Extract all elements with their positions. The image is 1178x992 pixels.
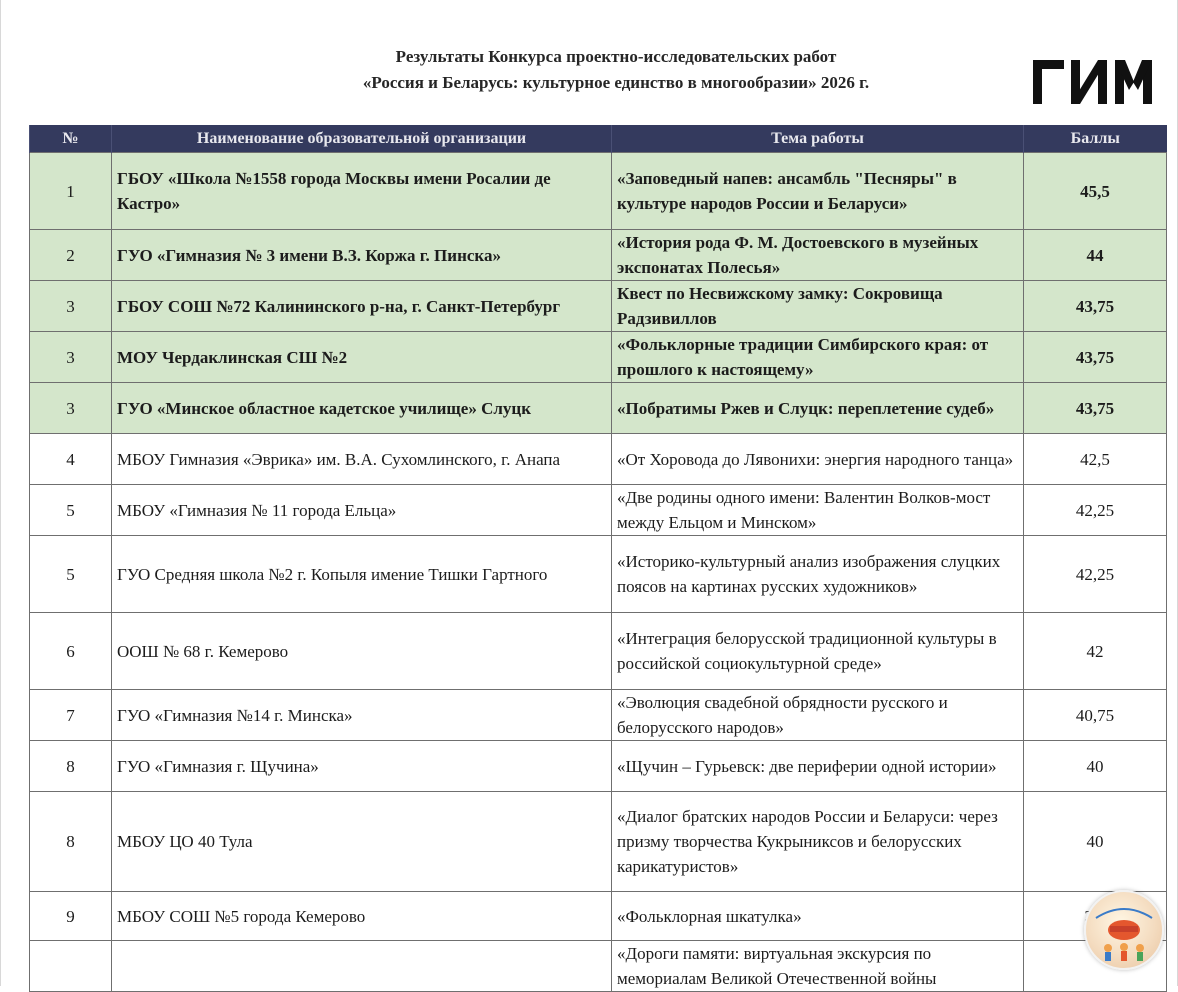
cell-number: 8 <box>30 792 112 892</box>
cell-topic: «От Хоровода до Лявонихи: энергия народного танца» <box>612 434 1024 485</box>
cell-score: 42,25 <box>1024 536 1167 613</box>
table-row <box>30 332 1167 383</box>
cell-number: 9 <box>30 892 112 941</box>
cell-organization: МБОУ СОШ №5 города Кемерово <box>112 892 612 941</box>
cell-topic: «Диалог братских народов России и Беларуси: через призму творчества Кукрыниксов и белорусских карикатуристов» <box>612 792 1024 892</box>
cell-topic: «Эволюция свадебной обрядности русского и белорусского народов» <box>612 690 1024 741</box>
column-header-number: № <box>30 125 112 153</box>
cell-organization: МБОУ ЦО 40 Тула <box>112 792 612 892</box>
table-row <box>30 892 1167 941</box>
cell-topic: Квест по Несвижскому замку: Сокровища Радзивиллов <box>612 281 1024 332</box>
cell-score: 44 <box>1024 230 1167 281</box>
cell-organization <box>112 941 612 992</box>
cell-number <box>30 941 112 992</box>
table-header-row <box>30 125 1167 153</box>
table-row <box>30 230 1167 281</box>
cell-number: 3 <box>30 332 112 383</box>
column-header-score: Баллы <box>1024 125 1167 153</box>
cell-topic: «Интеграция белорусской традиционной культуры в российской социокультурной среде» <box>612 613 1024 690</box>
cell-number: 3 <box>30 383 112 434</box>
column-header-topic: Тема работы <box>612 125 1024 153</box>
cell-topic: «История рода Ф. М. Достоевского в музейных экспонатах Полесья» <box>612 230 1024 281</box>
cell-score: 40,75 <box>1024 690 1167 741</box>
cell-number: 7 <box>30 690 112 741</box>
cell-organization: ГУО «Гимназия №14 г. Минска» <box>112 690 612 741</box>
cell-organization: МБОУ Гимназия «Эврика» им. В.А. Сухомлинского, г. Анапа <box>112 434 612 485</box>
cell-score: 40 <box>1024 741 1167 792</box>
table-row <box>30 690 1167 741</box>
cell-score: 43,75 <box>1024 383 1167 434</box>
cell-number: 8 <box>30 741 112 792</box>
table-row <box>30 613 1167 690</box>
children-club-sticker-icon <box>1084 890 1164 970</box>
cell-topic: «Дороги памяти: виртуальная экскурсия по мемориалам Великой Отечественной войны <box>612 941 1024 992</box>
table-row <box>30 741 1167 792</box>
cell-score: 42,5 <box>1024 434 1167 485</box>
cell-organization: МБОУ «Гимназия № 11 города Ельца» <box>112 485 612 536</box>
cell-number: 5 <box>30 485 112 536</box>
table-row <box>30 941 1167 992</box>
cell-number: 3 <box>30 281 112 332</box>
table-row <box>30 792 1167 892</box>
cell-organization: ГУО Средняя школа №2 г. Копыля имение Тишки Гартного <box>112 536 612 613</box>
cell-topic: «Фольклорные традиции Симбирского края: от прошлого к настоящему» <box>612 332 1024 383</box>
cell-organization: МОУ Чердаклинская СШ №2 <box>112 332 612 383</box>
cell-score: 42,25 <box>1024 485 1167 536</box>
cell-score: 45,5 <box>1024 153 1167 230</box>
cell-score: 42 <box>1024 613 1167 690</box>
cell-score: 43,75 <box>1024 281 1167 332</box>
museum-logo-svg <box>1031 54 1155 108</box>
page-title <box>201 44 1031 96</box>
cell-number: 2 <box>30 230 112 281</box>
page-title-line-1: Результаты Конкурса проектно-исследовательских работ <box>395 47 837 66</box>
cell-topic: «Историко-культурный анализ изображения слуцких поясов на картинах русских художников» <box>612 536 1024 613</box>
cell-number: 6 <box>30 613 112 690</box>
table-row <box>30 485 1167 536</box>
results-table <box>29 125 1167 992</box>
cell-organization: ГУО «Минское областное кадетское училище» Слуцк <box>112 383 612 434</box>
table-row <box>30 434 1167 485</box>
table-row <box>30 536 1167 613</box>
cell-topic: «Две родины одного имени: Валентин Волков-мост между Ельцом и Минском» <box>612 485 1024 536</box>
cell-topic: «Щучин – Гурьевск: две периферии одной истории» <box>612 741 1024 792</box>
cell-topic: «Фольклорная шкатулка» <box>612 892 1024 941</box>
cell-organization: ГУО «Гимназия № 3 имени В.З. Коржа г. Пинска» <box>112 230 612 281</box>
cell-organization: ГБОУ СОШ №72 Калининского р-на, г. Санкт-Петербург <box>112 281 612 332</box>
sticker-art <box>1086 892 1162 968</box>
cell-organization: ГУО «Гимназия г. Щучина» <box>112 741 612 792</box>
table-row <box>30 153 1167 230</box>
cell-score: 43,75 <box>1024 332 1167 383</box>
page-title-line-2: «Россия и Беларусь: культурное единство в многообразии» 2026 г. <box>362 73 870 92</box>
column-header-organization: Наименование образовательной организации <box>112 125 612 153</box>
cell-score: 40 <box>1024 792 1167 892</box>
cell-number: 1 <box>30 153 112 230</box>
cell-topic: «Заповедный напев: ансамбль "Песняры" в культуре народов России и Беларуси» <box>612 153 1024 230</box>
cell-topic: «Побратимы Ржев и Слуцк: переплетение судеб» <box>612 383 1024 434</box>
cell-number: 4 <box>30 434 112 485</box>
table-row <box>30 281 1167 332</box>
table-row <box>30 383 1167 434</box>
cell-organization: ООШ № 68 г. Кемерово <box>112 613 612 690</box>
cell-organization: ГБОУ «Школа №1558 города Москвы имени Росалии де Кастро» <box>112 153 612 230</box>
museum-logo-icon <box>1031 54 1155 108</box>
cell-number: 5 <box>30 536 112 613</box>
